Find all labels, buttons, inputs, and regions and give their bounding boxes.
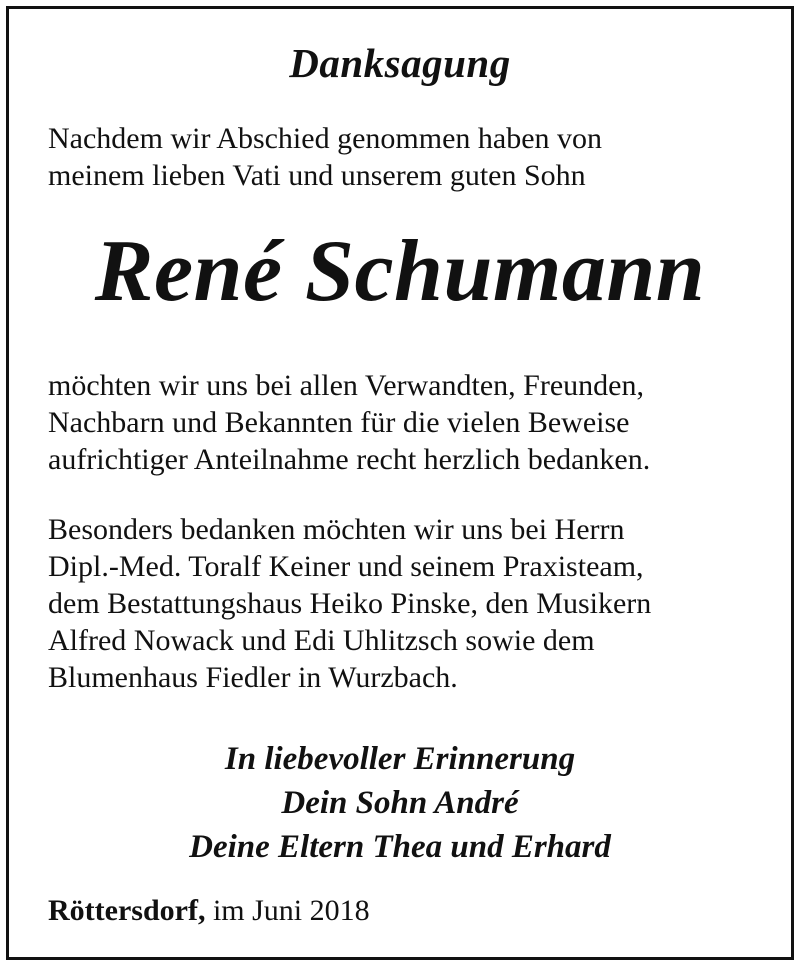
date-text: im Juni 2018: [212, 894, 370, 927]
deceased-name: René Schumann: [94, 223, 706, 320]
obituary-notice: [6, 6, 794, 960]
intro-line: meinem lieben Vati und unserem guten Sohn: [48, 159, 586, 192]
special-thanks-line: dem Bestattungshaus Heiko Pinske, den Musikern: [48, 587, 652, 620]
signoff-line: Dein Sohn André: [281, 785, 519, 821]
thanks-line: möchten wir uns bei allen Verwandten, Freunden,: [48, 369, 644, 402]
thanks-paragraph: [48, 367, 788, 478]
thanks-line: Nachbarn und Bekannten für die vielen Beweise: [48, 406, 630, 439]
special-thanks-paragraph: [48, 511, 788, 696]
intro-paragraph: [48, 120, 788, 194]
place-and-date: [48, 896, 370, 926]
signoff-line: In liebevoller Erinnerung: [224, 741, 576, 777]
special-thanks-line: Dipl.-Med. Toralf Keiner und seinem Praxisteam,: [48, 550, 644, 583]
signoff-block: [9, 737, 791, 869]
notice-content: [9, 9, 791, 957]
intro-line: Nachdem wir Abschied genommen haben von: [48, 122, 603, 155]
signoff-line: Deine Eltern Thea und Erhard: [189, 829, 611, 865]
place-name: Röttersdorf,: [48, 894, 206, 927]
special-thanks-line: Blumenhaus Fiedler in Wurzbach.: [48, 661, 458, 694]
special-thanks-line: Alfred Nowack und Edi Uhlitzsch sowie dem: [48, 624, 595, 657]
thanks-line: aufrichtiger Anteilnahme recht herzlich bedanken.: [48, 443, 651, 476]
special-thanks-line: Besonders bedanken möchten wir uns bei Herrn: [48, 513, 625, 546]
notice-title: Danksagung: [289, 40, 511, 86]
